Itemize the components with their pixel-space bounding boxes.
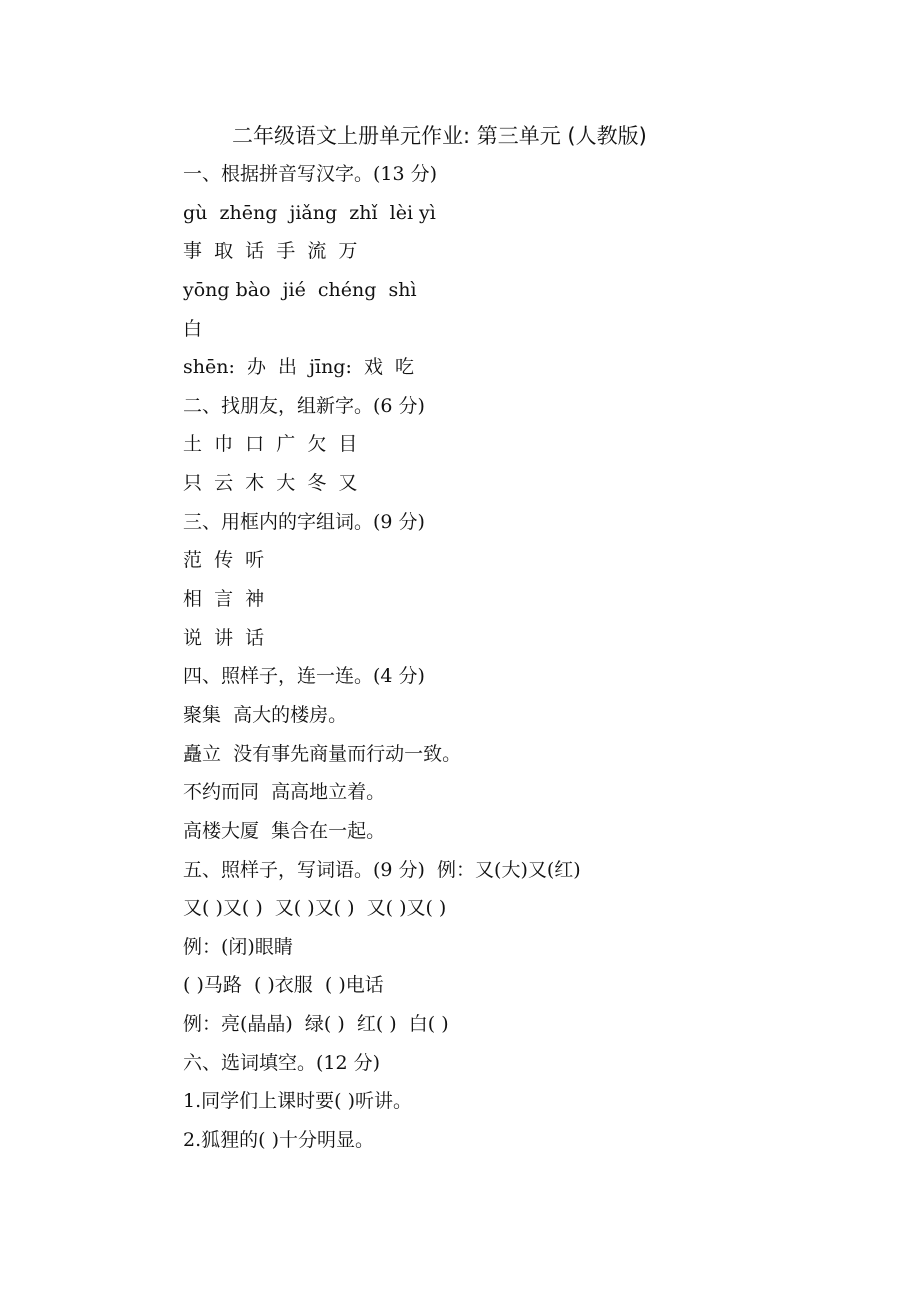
question-line: 2.狐狸的( )十分明显。 [183, 1129, 374, 1152]
matching-line: 矗立 没有事先商量而行动一致。 [183, 742, 462, 765]
pinyin-line: gù zhēng jiǎng zhǐ lèi yì [183, 201, 436, 224]
question-line: 1.同学们上课时要( )听讲。 [183, 1090, 412, 1113]
exercise-line: ( )马路 ( )衣服 ( )电话 [183, 974, 384, 997]
matching-line: 高楼大厦 集合在一起。 [183, 819, 386, 842]
character-line: 范 传 听 [183, 549, 265, 572]
section-heading-6: 六、选词填空。(12 分) [183, 1051, 381, 1074]
exercise-line: 又( )又( ) 又( )又( ) 又( )又( ) [183, 897, 447, 920]
section-heading-5: 五、照样子，写词语。(9 分) 例：又(大)又(红) [183, 858, 581, 881]
character-line: 白 [183, 317, 203, 340]
section-heading-3: 三、用框内的字组词。(9 分) [183, 510, 425, 533]
character-line: 相 言 神 [183, 588, 265, 611]
section-heading-1: 一、根据拼音写汉字。(13 分) [183, 163, 438, 185]
character-line: 只 云 木 大 冬 又 [183, 472, 358, 495]
example-line: 例：(闭)眼睛 [183, 935, 293, 958]
document-title: 二年级语文上册单元作业: 第三单元 (人教版) [232, 124, 647, 148]
pinyin-character-line: shēn: 办 出 jīng: 戏 吃 [183, 356, 415, 379]
example-line: 例：亮(晶晶) 绿( ) 红( ) 白( ) [183, 1013, 449, 1036]
character-line: 事 取 话 手 流 万 [183, 240, 358, 263]
section-heading-2: 二、找朋友，组新字。(6 分) [183, 394, 425, 417]
matching-line: 不约而同 高高地立着。 [183, 781, 386, 804]
matching-line: 聚集 高大的楼房。 [183, 703, 348, 726]
section-heading-4: 四、照样子，连一连。(4 分) [183, 665, 425, 688]
character-line: 土 巾 口 广 欠 目 [183, 433, 358, 456]
document-body [183, 155, 883, 1160]
character-line: 说 讲 话 [183, 626, 265, 649]
pinyin-line: yōng bào jié chéng shì [183, 278, 417, 301]
